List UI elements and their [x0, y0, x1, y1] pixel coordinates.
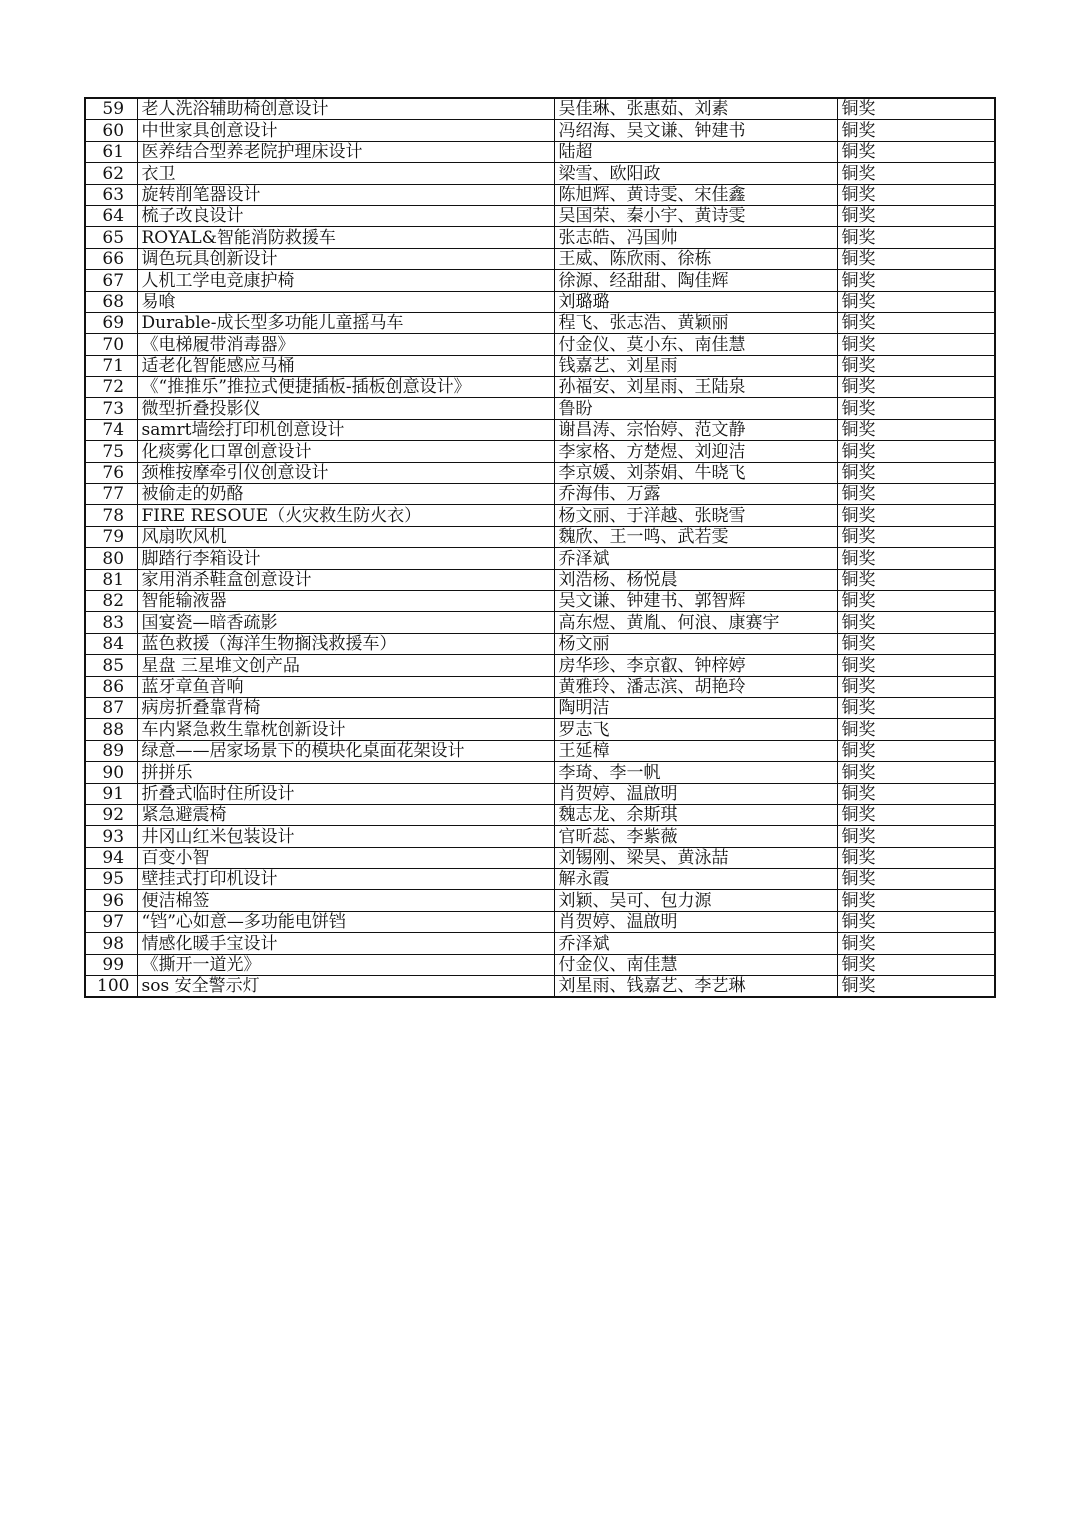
- project-title: 《“推推乐”推拉式便捷插板-插板创意设计》: [137, 377, 554, 398]
- row-number: 84: [85, 633, 137, 654]
- award-rows: [85, 98, 995, 997]
- award-level: 铜奖: [837, 505, 995, 526]
- team-members: 杨文丽、于洋越、张晓雪: [554, 505, 837, 526]
- award-level: 铜奖: [837, 590, 995, 611]
- team-members: 乔海伟、万露: [554, 484, 837, 505]
- row-number: 64: [85, 205, 137, 226]
- project-title: 国宴瓷—暗香疏影: [137, 612, 554, 633]
- project-title: 易喰: [137, 291, 554, 312]
- table-row: [85, 484, 995, 505]
- row-number: 89: [85, 740, 137, 761]
- project-title: 智能输液器: [137, 590, 554, 611]
- table-row: [85, 377, 995, 398]
- row-number: 75: [85, 441, 137, 462]
- row-number: 78: [85, 505, 137, 526]
- award-level: 铜奖: [837, 847, 995, 868]
- table-row: [85, 291, 995, 312]
- row-number: 73: [85, 398, 137, 419]
- table-row: [85, 184, 995, 205]
- row-number: 96: [85, 890, 137, 911]
- project-title: 老人洗浴辅助椅创意设计: [137, 98, 554, 120]
- team-members: 程飞、张志浩、黄颖丽: [554, 312, 837, 333]
- project-title: 被偷走的奶酪: [137, 484, 554, 505]
- project-title: FIRE RESOUE（火灾救生防火衣）: [137, 505, 554, 526]
- project-title: 人机工学电竞康护椅: [137, 270, 554, 291]
- award-level: 铜奖: [837, 676, 995, 697]
- row-number: 80: [85, 548, 137, 569]
- project-title: “铛”心如意—多功能电饼铛: [137, 911, 554, 932]
- award-level: 铜奖: [837, 869, 995, 890]
- table-row: [85, 163, 995, 184]
- table-row: [85, 847, 995, 868]
- team-members: 刘颖、吴可、包力源: [554, 890, 837, 911]
- table-row: [85, 911, 995, 932]
- team-members: 刘星雨、钱嘉艺、李艺琳: [554, 976, 837, 998]
- award-level: 铜奖: [837, 954, 995, 975]
- row-number: 82: [85, 590, 137, 611]
- award-level: 铜奖: [837, 270, 995, 291]
- project-title: 折叠式临时住所设计: [137, 783, 554, 804]
- project-title: 梳子改良设计: [137, 205, 554, 226]
- team-members: 肖贺婷、温啟明: [554, 911, 837, 932]
- project-title: 《撕开一道光》: [137, 954, 554, 975]
- award-level: 铜奖: [837, 719, 995, 740]
- project-title: 井冈山红米包装设计: [137, 826, 554, 847]
- team-members: 李家格、方楚煜、刘迎洁: [554, 441, 837, 462]
- row-number: 60: [85, 120, 137, 141]
- row-number: 99: [85, 954, 137, 975]
- project-title: 百变小智: [137, 847, 554, 868]
- table-row: [85, 569, 995, 590]
- project-title: 便洁棉签: [137, 890, 554, 911]
- team-members: 冯绍海、吴文谦、钟建书: [554, 120, 837, 141]
- table-row: [85, 740, 995, 761]
- team-members: 解永霞: [554, 869, 837, 890]
- award-level: 铜奖: [837, 569, 995, 590]
- team-members: 孙福安、刘星雨、王陆泉: [554, 377, 837, 398]
- team-members: 王威、陈欣雨、徐栋: [554, 248, 837, 269]
- team-members: 高东煜、黄胤、何浪、康赛宇: [554, 612, 837, 633]
- table-row: [85, 227, 995, 248]
- table-row: [85, 141, 995, 162]
- team-members: 杨文丽: [554, 633, 837, 654]
- project-title: 脚踏行李箱设计: [137, 548, 554, 569]
- row-number: 65: [85, 227, 137, 248]
- award-level: 铜奖: [837, 911, 995, 932]
- table-row: [85, 270, 995, 291]
- team-members: 付金仪、莫小东、南佳慧: [554, 334, 837, 355]
- table-row: [85, 697, 995, 718]
- row-number: 91: [85, 783, 137, 804]
- project-title: 微型折叠投影仪: [137, 398, 554, 419]
- row-number: 63: [85, 184, 137, 205]
- award-level: 铜奖: [837, 655, 995, 676]
- team-members: 陆超: [554, 141, 837, 162]
- table-row: [85, 462, 995, 483]
- table-row: [85, 505, 995, 526]
- team-members: 房华珍、李京叡、钟梓婷: [554, 655, 837, 676]
- project-title: 紧急避震椅: [137, 804, 554, 825]
- table-row: [85, 933, 995, 954]
- project-title: 风扇吹风机: [137, 526, 554, 547]
- row-number: 61: [85, 141, 137, 162]
- award-level: 铜奖: [837, 312, 995, 333]
- row-number: 67: [85, 270, 137, 291]
- table-row: [85, 205, 995, 226]
- project-title: 绿意——居家场景下的模块化桌面花架设计: [137, 740, 554, 761]
- row-number: 93: [85, 826, 137, 847]
- row-number: 98: [85, 933, 137, 954]
- team-members: 乔泽斌: [554, 548, 837, 569]
- row-number: 76: [85, 462, 137, 483]
- team-members: 吴佳琳、张惠茹、刘素: [554, 98, 837, 120]
- award-level: 铜奖: [837, 890, 995, 911]
- team-members: 梁雪、欧阳政: [554, 163, 837, 184]
- award-level: 铜奖: [837, 976, 995, 998]
- team-members: 李京媛、刘荼娟、牛晓飞: [554, 462, 837, 483]
- team-members: 魏志龙、余斯琪: [554, 804, 837, 825]
- award-level: 铜奖: [837, 334, 995, 355]
- team-members: 陈旭辉、黄诗雯、宋佳鑫: [554, 184, 837, 205]
- project-title: 情感化暖手宝设计: [137, 933, 554, 954]
- row-number: 59: [85, 98, 137, 120]
- table-row: [85, 548, 995, 569]
- award-level: 铜奖: [837, 783, 995, 804]
- project-title: 蓝色救援（海洋生物搁浅救援车）: [137, 633, 554, 654]
- row-number: 97: [85, 911, 137, 932]
- team-members: 吴国荣、秦小宇、黄诗雯: [554, 205, 837, 226]
- team-members: 张志皓、冯国帅: [554, 227, 837, 248]
- team-members: 刘锡刚、梁昊、黄泳喆: [554, 847, 837, 868]
- table-row: [85, 355, 995, 376]
- team-members: 肖贺婷、温啟明: [554, 783, 837, 804]
- project-title: 颈椎按摩牵引仪创意设计: [137, 462, 554, 483]
- team-members: 付金仪、南佳慧: [554, 954, 837, 975]
- project-title: 壁挂式打印机设计: [137, 869, 554, 890]
- row-number: 79: [85, 526, 137, 547]
- table-row: [85, 869, 995, 890]
- row-number: 100: [85, 976, 137, 998]
- table-row: [85, 526, 995, 547]
- team-members: 乔泽斌: [554, 933, 837, 954]
- award-list-table: [84, 97, 996, 998]
- award-level: 铜奖: [837, 462, 995, 483]
- award-level: 铜奖: [837, 141, 995, 162]
- project-title: 化痰雾化口罩创意设计: [137, 441, 554, 462]
- award-level: 铜奖: [837, 227, 995, 248]
- row-number: 77: [85, 484, 137, 505]
- project-title: sos 安全警示灯: [137, 976, 554, 998]
- award-level: 铜奖: [837, 398, 995, 419]
- project-title: 调色玩具创新设计: [137, 248, 554, 269]
- table-row: [85, 612, 995, 633]
- award-level: 铜奖: [837, 184, 995, 205]
- project-title: 衣卫: [137, 163, 554, 184]
- award-level: 铜奖: [837, 762, 995, 783]
- table-row: [85, 783, 995, 804]
- row-number: 70: [85, 334, 137, 355]
- table-row: [85, 248, 995, 269]
- table-row: [85, 590, 995, 611]
- row-number: 90: [85, 762, 137, 783]
- row-number: 74: [85, 419, 137, 440]
- row-number: 71: [85, 355, 137, 376]
- award-level: 铜奖: [837, 826, 995, 847]
- award-level: 铜奖: [837, 804, 995, 825]
- row-number: 69: [85, 312, 137, 333]
- award-level: 铜奖: [837, 526, 995, 547]
- table-row: [85, 826, 995, 847]
- row-number: 88: [85, 719, 137, 740]
- row-number: 66: [85, 248, 137, 269]
- award-level: 铜奖: [837, 377, 995, 398]
- table-row: [85, 120, 995, 141]
- award-level: 铜奖: [837, 740, 995, 761]
- table-row: [85, 334, 995, 355]
- team-members: 刘浩杨、杨悦晨: [554, 569, 837, 590]
- table-row: [85, 976, 995, 998]
- award-level: 铜奖: [837, 697, 995, 718]
- table-row: [85, 676, 995, 697]
- row-number: 92: [85, 804, 137, 825]
- table-row: [85, 441, 995, 462]
- award-level: 铜奖: [837, 120, 995, 141]
- table-row: [85, 419, 995, 440]
- row-number: 62: [85, 163, 137, 184]
- table-row: [85, 398, 995, 419]
- team-members: 官昕蕊、李紫薇: [554, 826, 837, 847]
- award-level: 铜奖: [837, 612, 995, 633]
- award-level: 铜奖: [837, 355, 995, 376]
- team-members: 魏欣、王一鸣、武若雯: [554, 526, 837, 547]
- project-title: 拼拼乐: [137, 762, 554, 783]
- project-title: 《电梯履带消毒器》: [137, 334, 554, 355]
- project-title: 车内紧急救生靠枕创新设计: [137, 719, 554, 740]
- award-level: 铜奖: [837, 248, 995, 269]
- project-title: 适老化智能感应马桶: [137, 355, 554, 376]
- award-level: 铜奖: [837, 933, 995, 954]
- award-level: 铜奖: [837, 419, 995, 440]
- team-members: 吴文谦、钟建书、郭智辉: [554, 590, 837, 611]
- table-row: [85, 890, 995, 911]
- team-members: 黄雅玲、潘志滨、胡艳玲: [554, 676, 837, 697]
- project-title: 蓝牙章鱼音响: [137, 676, 554, 697]
- team-members: 徐源、经甜甜、陶佳辉: [554, 270, 837, 291]
- project-title: 旋转削笔器设计: [137, 184, 554, 205]
- row-number: 83: [85, 612, 137, 633]
- table-row: [85, 954, 995, 975]
- table-row: [85, 719, 995, 740]
- row-number: 81: [85, 569, 137, 590]
- award-level: 铜奖: [837, 98, 995, 120]
- table-row: [85, 804, 995, 825]
- table-row: [85, 98, 995, 120]
- row-number: 68: [85, 291, 137, 312]
- team-members: 王延樟: [554, 740, 837, 761]
- team-members: 鲁盼: [554, 398, 837, 419]
- project-title: 家用消杀鞋盒创意设计: [137, 569, 554, 590]
- table-row: [85, 655, 995, 676]
- award-level: 铜奖: [837, 633, 995, 654]
- award-level: 铜奖: [837, 548, 995, 569]
- project-title: Durable-成长型多功能儿童摇马车: [137, 312, 554, 333]
- award-level: 铜奖: [837, 163, 995, 184]
- row-number: 72: [85, 377, 137, 398]
- team-members: 谢昌涛、宗怡婷、范文静: [554, 419, 837, 440]
- table-row: [85, 762, 995, 783]
- team-members: 罗志飞: [554, 719, 837, 740]
- project-title: ROYAL&智能消防救援车: [137, 227, 554, 248]
- row-number: 85: [85, 655, 137, 676]
- award-level: 铜奖: [837, 441, 995, 462]
- award-level: 铜奖: [837, 484, 995, 505]
- row-number: 86: [85, 676, 137, 697]
- award-level: 铜奖: [837, 291, 995, 312]
- project-title: 医养结合型养老院护理床设计: [137, 141, 554, 162]
- table-row: [85, 312, 995, 333]
- project-title: samrt墙绘打印机创意设计: [137, 419, 554, 440]
- row-number: 87: [85, 697, 137, 718]
- project-title: 星盘 三星堆文创产品: [137, 655, 554, 676]
- row-number: 94: [85, 847, 137, 868]
- award-level: 铜奖: [837, 205, 995, 226]
- table-row: [85, 633, 995, 654]
- team-members: 李琦、李一帆: [554, 762, 837, 783]
- team-members: 钱嘉艺、刘星雨: [554, 355, 837, 376]
- team-members: 刘璐璐: [554, 291, 837, 312]
- team-members: 陶明洁: [554, 697, 837, 718]
- project-title: 中世家具创意设计: [137, 120, 554, 141]
- project-title: 病房折叠靠背椅: [137, 697, 554, 718]
- row-number: 95: [85, 869, 137, 890]
